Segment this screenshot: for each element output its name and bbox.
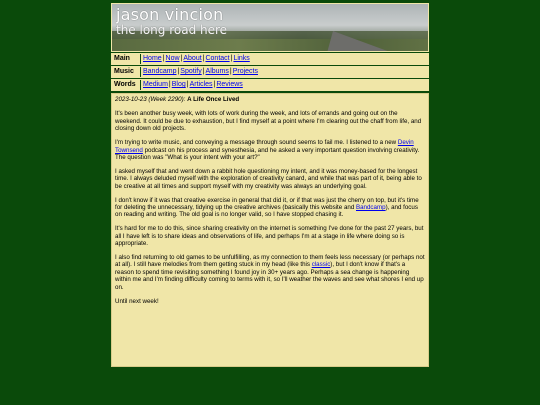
- post-paragraph-6-text-a: I also find returning to old games to be unfulfilling, as my connection to them feels less necessary (or perhaps not at all). I still have melodies from them getting stuck in my head (like this: [115, 254, 425, 269]
- nav-row-main: [111, 53, 429, 65]
- nav-label-music: Music: [112, 67, 141, 77]
- nav-links-music: Bandcamp|Spotify|Albums|Projects: [141, 67, 428, 77]
- nav-link-albums[interactable]: Albums: [205, 68, 229, 75]
- nav-link-spotify[interactable]: Spotify: [180, 68, 202, 75]
- post-date: 2023-10-23 (Week 2290):: [115, 96, 186, 103]
- nav-link-home[interactable]: Home: [143, 55, 162, 62]
- nav-link-bandcamp[interactable]: Bandcamp: [143, 68, 177, 75]
- banner-road: [327, 31, 393, 52]
- nav-label-words: Words: [112, 80, 141, 90]
- post-paragraph-6: [115, 254, 425, 291]
- bandcamp-inline-link[interactable]: Bandcamp: [355, 203, 386, 211]
- post-content: [111, 93, 429, 367]
- devin-townsend-link[interactable]: Devin Townsend: [115, 139, 414, 154]
- post-title: A Life Once Lived: [187, 96, 240, 103]
- post-heading: [115, 96, 425, 103]
- nav-link-contact[interactable]: Contact: [205, 55, 230, 62]
- nav-link-projects[interactable]: Projects: [232, 68, 258, 75]
- nav-link-articles[interactable]: Articles: [189, 81, 213, 88]
- nav-links-words: Medium|Blog|Articles|Reviews: [141, 80, 428, 90]
- nav-row-music: [111, 66, 429, 78]
- post-paragraph-4: [115, 197, 425, 219]
- post-paragraph-4-text-a: I don't know if it was that creative exercise in general that did it, or if that was just the cherry on top, but it's time for deleting the unnecessary, tidying up the creative archives (basically this website and: [115, 196, 419, 211]
- nav-link-blog[interactable]: Blog: [171, 81, 186, 88]
- post-paragraph-2-text-b: podcast on his process and synesthesia, and he asked a very important question involving creativity. The question was "What is your intent with your art?": [115, 146, 420, 161]
- nav-link-reviews[interactable]: Reviews: [216, 81, 243, 88]
- post-paragraph-2-text-a: I'm trying to write music, and conveying a message through sound seems to fail me. I listened to a new: [115, 139, 398, 147]
- nav-link-about[interactable]: About: [183, 55, 202, 62]
- post-paragraph-7: Until next week!: [115, 297, 159, 305]
- post-paragraph-5: It's hard for me to do this, since sharing creativity on the internet is something I've done for the past 27 years, but all I have left is to share ideas and observations of life, and perhaps I'm at a stage in life where doing so is appropriate.: [115, 225, 424, 248]
- page-wrapper: [111, 3, 429, 367]
- classic-link[interactable]: classic: [311, 261, 331, 269]
- site-banner: [111, 3, 429, 52]
- nav-link-now[interactable]: Now: [165, 55, 180, 62]
- nav-links-main: Home|Now|About|Contact|Links: [141, 54, 428, 64]
- post-paragraph-4-text-b: ), and focus on reading and writing. The old goal is no longer valid, so I have stopped chasing it.: [115, 203, 418, 219]
- post-paragraph-3: I asked myself that and went down a rabbit hole questioning my intent, and it was money-based for the longest time. I always deluded myself with the exploration of creativity canard, and while that was part of it, being able to be creative at all times and support myself with my creativity was always an underlying goal.: [115, 167, 422, 190]
- nav-row-words: [111, 79, 429, 91]
- post-paragraph-1: It's been another busy week, with lots of work during the week, and lots of errands and going out on the weekend. It could be due to exhaustion, but I find myself at a point where I'm clearing out the chaff from life, and closing down old projects.: [115, 110, 422, 133]
- nav-link-medium[interactable]: Medium: [143, 81, 168, 88]
- nav-label-main: Main: [112, 54, 141, 64]
- nav-link-links[interactable]: Links: [233, 55, 250, 62]
- post-paragraph-2: [115, 139, 425, 161]
- post-paragraph-6-text-b: ), but I don't know if that's a reason to spend time revisiting something I found joy in 30+ years ago. Perhaps a sea change is happening within me and I'm finding difficulty coming to terms with it, so I'll weather the waves and see what shores I end up on.: [115, 261, 424, 291]
- site-subtitle: the long road here: [116, 23, 228, 37]
- site-title: jason vincion: [116, 5, 224, 24]
